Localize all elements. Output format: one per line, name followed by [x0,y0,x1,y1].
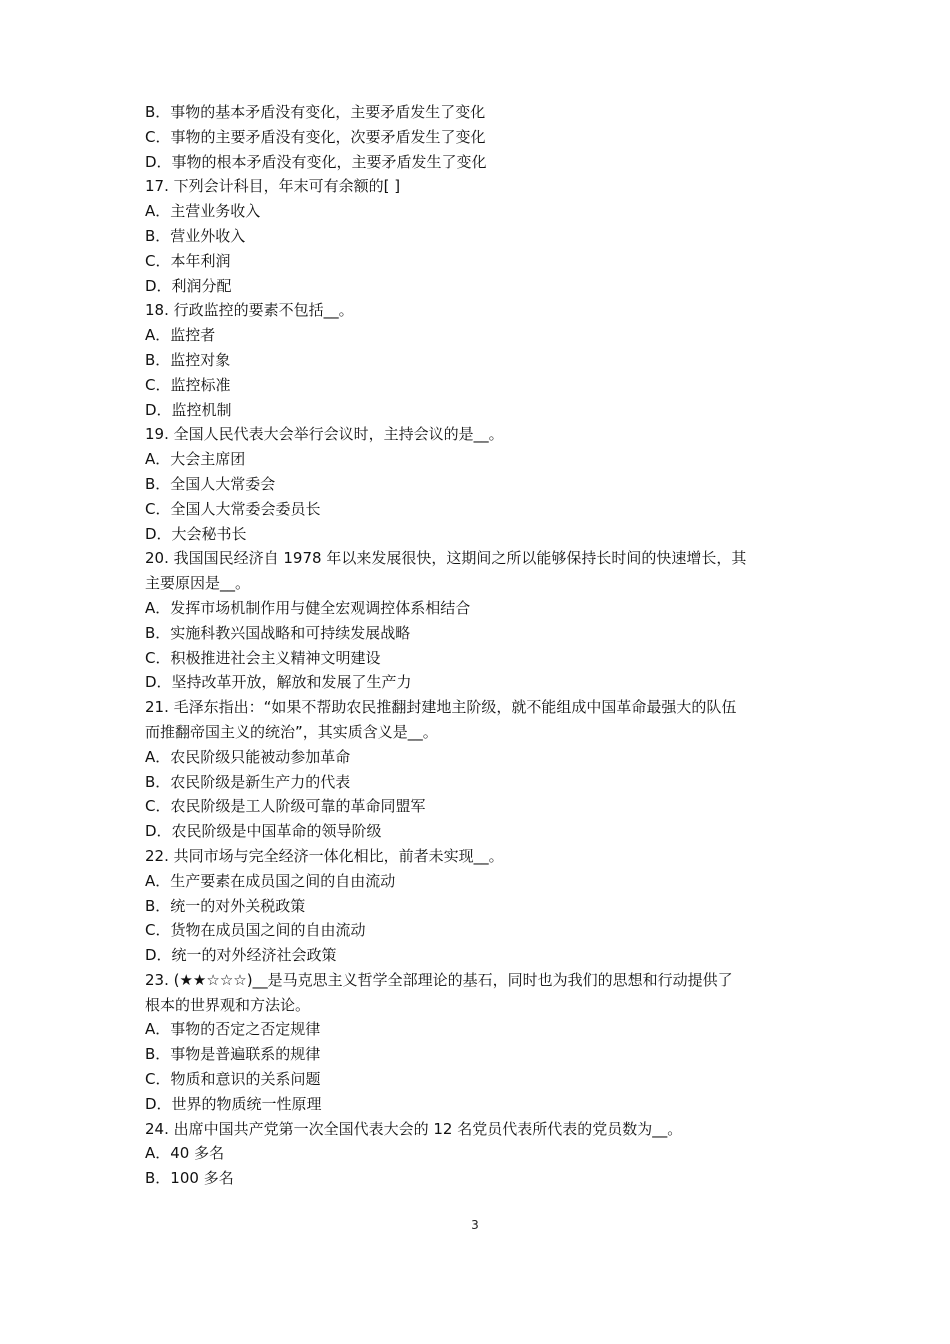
question-line: 23. (★★☆☆☆)__是马克思主义哲学全部理论的基石，同时也为我们的思想和行动提供了 [145,970,733,989]
option-line: D．世界的物质统一性原理 [145,1094,322,1113]
option-line: D．大会秘书长 [145,524,247,543]
option-line: A．主营业务收入 [145,202,261,221]
question-line: 18. 行政监控的要素不包括__。 [145,301,354,320]
option-line: C．物质和意识的关系问题 [145,1070,321,1089]
option-line: D．坚持改革开放，解放和发展了生产力 [145,673,412,692]
option-line: B．事物是普遍联系的规律 [145,1045,321,1064]
question-continuation-line: 根本的世界观和方法论。 [145,995,311,1014]
question-line: 22. 共同市场与完全经济一体化相比，前者未实现__。 [145,846,504,865]
option-line: D．事物的根本矛盾没有变化，主要矛盾发生了变化 [145,152,487,171]
option-line: B．实施科教兴国战略和可持续发展战略 [145,623,411,642]
option-line: B．营业外收入 [145,226,246,245]
option-line: A．事物的否定之否定规律 [145,1020,321,1039]
option-line: D．利润分配 [145,276,232,295]
option-line: B．统一的对外关税政策 [145,896,306,915]
question-line: 20. 我国国民经济自 1978 年以来发展很快，这期间之所以能够保持长时间的快速增长，其 [145,549,747,568]
question-continuation-line: 主要原因是__。 [145,574,251,593]
page-number: 3 [471,1218,479,1232]
question-line: 17. 下列会计科目，年末可有余额的[ ] [145,177,401,196]
option-line: C．农民阶级是工人阶级可靠的革命同盟军 [145,797,426,816]
question-line: 24. 出席中国共产党第一次全国代表大会的 12 名党员代表所代表的党员数为__。 [145,1119,683,1138]
option-line: D．农民阶级是中国革命的领导阶级 [145,822,382,841]
option-line: A．农民阶级只能被动参加革命 [145,747,351,766]
option-line: A．发挥市场机制作用与健全宏观调控体系相结合 [145,598,471,617]
option-line: D．统一的对外经济社会政策 [145,946,337,965]
option-line: B．全国人大常委会 [145,474,276,493]
option-line: B．农民阶级是新生产力的代表 [145,772,351,791]
option-line: D．监控机制 [145,400,232,419]
option-line: C．货物在成员国之间的自由流动 [145,921,366,940]
option-line: B．监控对象 [145,350,231,369]
question-line: 21. 毛泽东指出：“如果不帮助农民推翻封建地主阶级，就不能组成中国革命最强大的队伍 [145,698,737,717]
option-line: C．全国人大常委会委员长 [145,499,321,518]
question-line: 19. 全国人民代表大会举行会议时，主持会议的是__。 [145,425,504,444]
option-line: B．100 多名 [145,1169,234,1188]
option-line: A．生产要素在成员国之间的自由流动 [145,871,396,890]
option-line: B．事物的基本矛盾没有变化，主要矛盾发生了变化 [145,103,486,121]
option-line: A．监控者 [145,326,216,345]
page-content [145,100,815,1191]
option-line: C．积极推进社会主义精神文明建设 [145,648,381,667]
option-line: C．事物的主要矛盾没有变化，次要矛盾发生了变化 [145,127,486,146]
option-line: A．大会主席团 [145,450,246,469]
option-line: A．40 多名 [145,1144,225,1163]
option-line: C．监控标准 [145,375,231,394]
option-line: C．本年利润 [145,251,231,270]
question-continuation-line: 而推翻帝国主义的统治”，其实质含义是__。 [145,722,438,741]
